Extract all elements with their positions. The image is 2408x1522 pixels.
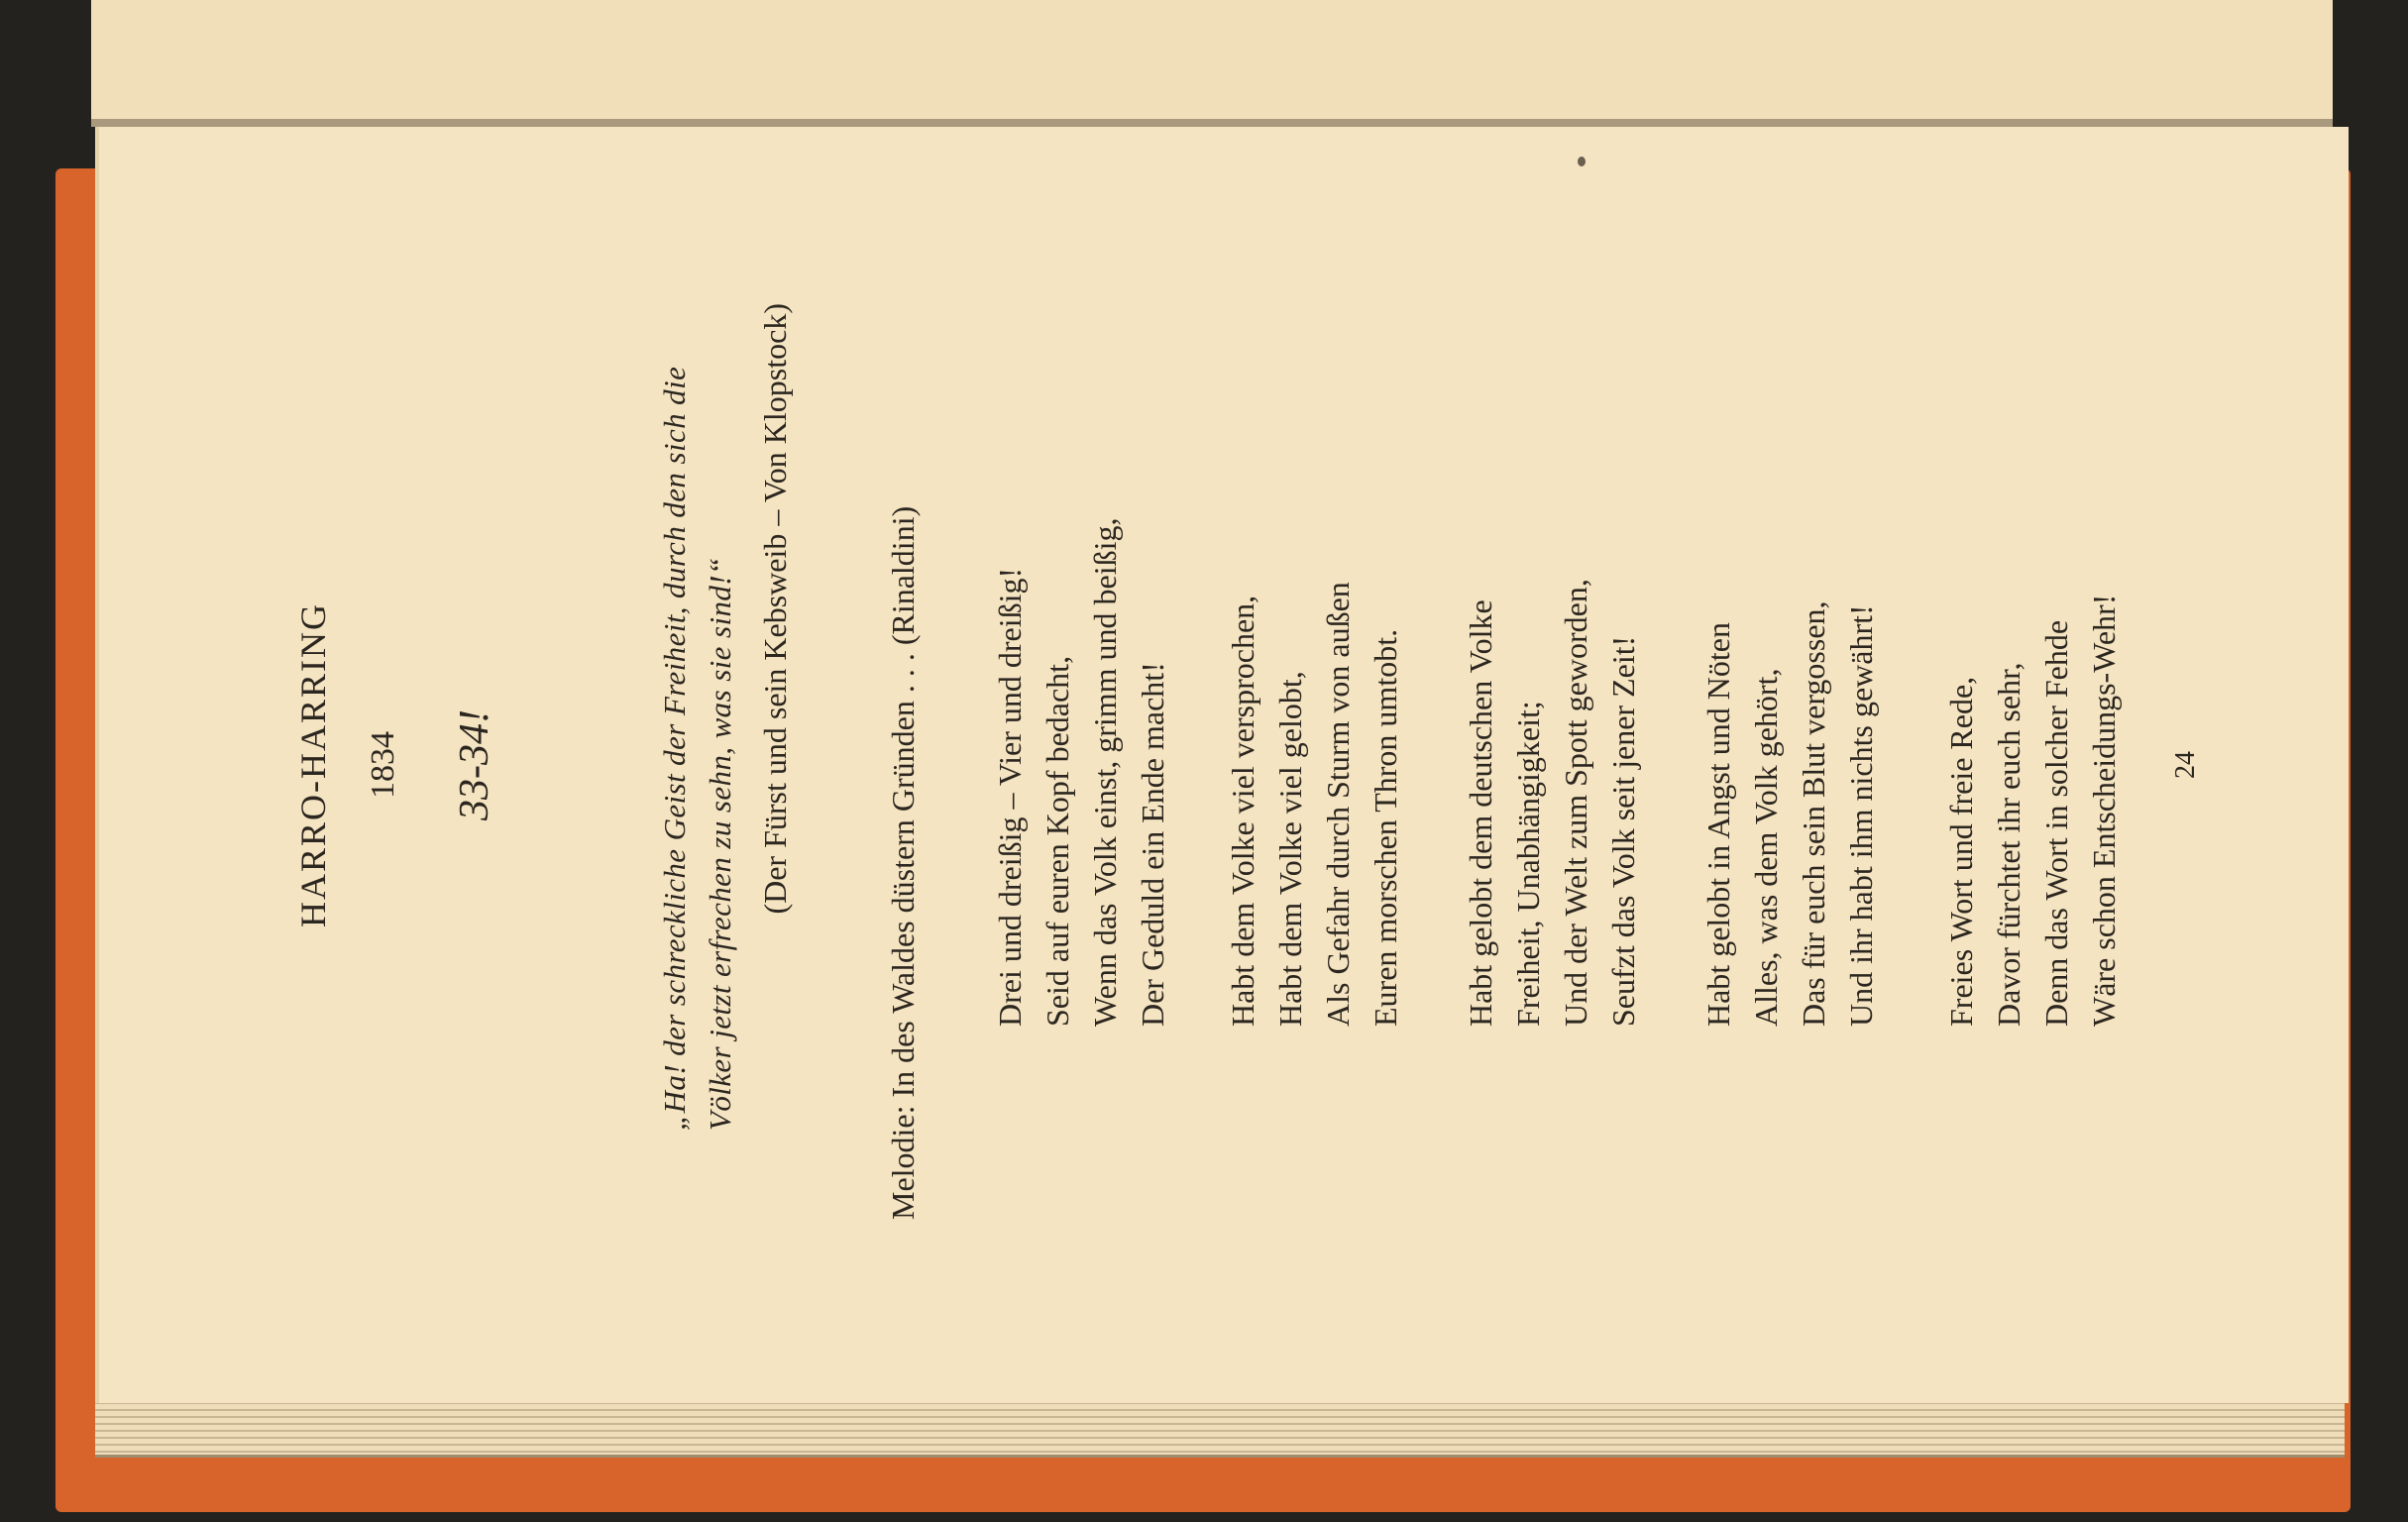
- verse-line: Habt dem Volke viel gelobt,: [1272, 671, 1308, 1027]
- verse-line: Als Gefahr durch Sturm von außen: [1320, 582, 1356, 1027]
- book-page: [95, 127, 2349, 1403]
- year-heading: 1834: [365, 731, 401, 799]
- epigraph-quote: „Ha! der schreckliche Geist der Freiheit, durch den sich die Völker jetzt erfrechen zu sehn, was sie sind!“: [657, 366, 737, 1131]
- page-block-edge: [95, 1397, 2345, 1458]
- verse-line: Seufzt das Volk seit jener Zeit!: [1605, 635, 1641, 1027]
- verse-line: Freies Wort und freie Rede,: [1943, 676, 1979, 1027]
- verse-line: Habt gelobt in Angst und Nöten: [1700, 622, 1736, 1027]
- facing-page: [91, 0, 2333, 127]
- epigraph-attribution: (Der Fürst und sein Kebsweib – Von Klopstock): [757, 303, 793, 915]
- stanza-5: [1937, 234, 2128, 1027]
- verse-line: Habt gelobt dem deutschen Volke: [1463, 599, 1498, 1027]
- verse-line: Seid auf euren Kopf bedacht,: [1040, 655, 1075, 1027]
- verse-line: Euren morschen Thron umtobt.: [1368, 628, 1403, 1027]
- poem-title: 33-34!: [452, 709, 497, 820]
- verse-line: Denn das Wort in solcher Fehde: [2038, 619, 2074, 1027]
- stanza-1: [986, 234, 1176, 1027]
- author-heading: HARRO-HARRING: [293, 602, 333, 928]
- melody-note: Melodie: In des Waldes düstern Gründen . . . (Rinaldini): [885, 505, 921, 1220]
- page-content-rotated: [99, 127, 2349, 1403]
- stanza-3: [1457, 234, 1647, 1027]
- page-number: 24: [2170, 751, 2201, 779]
- verse-line: Der Geduld ein Ende macht!: [1135, 662, 1170, 1027]
- verse-line: Drei und dreißig – Vier und dreißig!: [992, 567, 1028, 1027]
- verse-line: Und der Welt zum Spott geworden,: [1558, 579, 1593, 1027]
- verse-line: Freiheit, Unabhängigkeit;: [1510, 701, 1546, 1027]
- verse-line: Wenn das Volk einst, grimm und beißig,: [1087, 517, 1123, 1027]
- verse-line: Habt dem Volke viel versprochen,: [1225, 595, 1260, 1027]
- verse-line: Das für euch sein Blut vergossen,: [1796, 600, 1831, 1027]
- verse-line: Davor fürchtet ihr euch sehr,: [1991, 662, 2026, 1027]
- verse-line: Alles, was dem Volk gehört,: [1748, 668, 1784, 1027]
- verse-line: Wäre schon Entscheidungs-Wehr!: [2086, 594, 2122, 1027]
- stanza-4: [1695, 234, 1885, 1027]
- stanza-2: [1219, 234, 1409, 1027]
- verse-line: Und ihr habt ihm nichts gewährt!: [1843, 604, 1879, 1027]
